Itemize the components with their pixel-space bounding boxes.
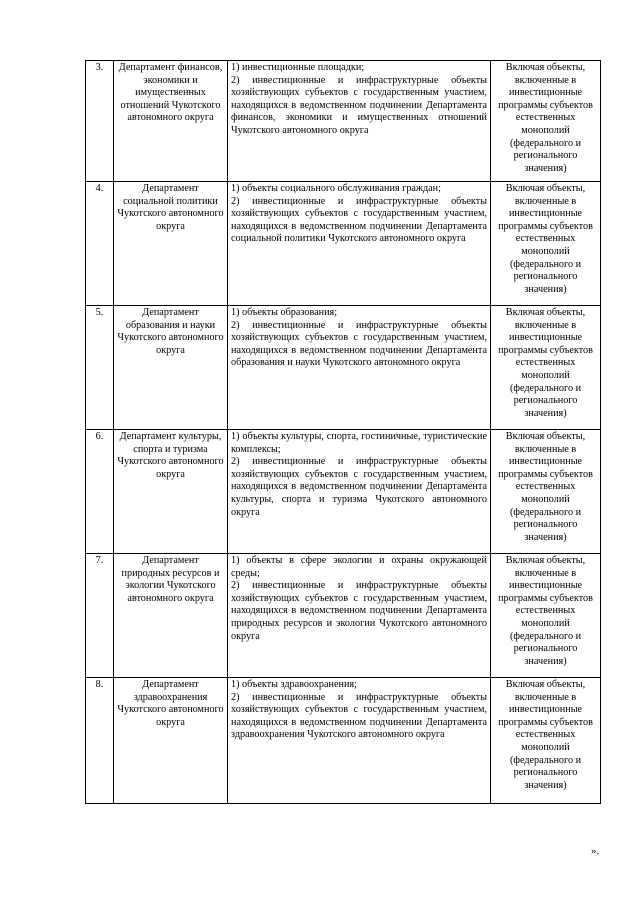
table-row [86,61,601,182]
objects-cell [228,182,491,306]
note-cell: Включая объекты, включенные в инвестиционные программы субъектов естественных монополий (федерального и регионального значения) [491,430,601,554]
note-cell: Включая объекты, включенные в инвестиционные программы субъектов естественных монополий (федерального и регионального значения) [491,61,601,182]
department-name: Департамент природных ресурсов и экологии Чукотского автономного округа [114,554,228,678]
row-number: 8. [86,678,114,804]
department-name: Департамент здравоохранения Чукотского автономного округа [114,678,228,804]
note-cell: Включая объекты, включенные в инвестиционные программы субъектов естественных монополий (федерального и регионального значения) [491,554,601,678]
objects-cell [228,554,491,678]
row-number: 6. [86,430,114,554]
object-item: 1) объекты образования; [231,307,338,318]
row-number: 3. [86,61,114,182]
note-cell: Включая объекты, включенные в инвестиционные программы субъектов естественных монополий (федерального и регионального значения) [491,678,601,804]
department-name: Департамент финансов, экономики и имущественных отношений Чукотского автономного округа [114,61,228,182]
objects-cell [228,678,491,804]
object-item: 2) инвестиционные и инфраструктурные объекты хозяйствующих субъектов с государственным участием, находящихся в ведомственном подчинении Департамента здравоохранения Чукотского автономного округа [231,691,487,741]
department-name: Департамент культуры, спорта и туризма Чукотского автономного округа [114,430,228,554]
object-item: 1) объекты здравоохранения; [231,679,357,690]
objects-cell [228,430,491,554]
row-number: 4. [86,182,114,306]
object-item: 2) инвестиционные и инфраструктурные объекты хозяйствующих субъектов с государственным участием, находящихся в ведомственном подчинении Департамента природных ресурсов и экологии Чукотского автономного округа [231,580,487,642]
table-row [86,554,601,678]
department-name: Департамент образования и науки Чукотского автономного округа [114,306,228,430]
departments-table [85,60,601,804]
objects-cell [228,306,491,430]
note-cell: Включая объекты, включенные в инвестиционные программы субъектов естественных монополий (федерального и регионального значения) [491,182,601,306]
object-item: 1) объекты социального обслуживания граждан; [231,183,441,194]
row-number: 5. [86,306,114,430]
table-row [86,430,601,554]
department-name: Департамент социальной политики Чукотского автономного округа [114,182,228,306]
note-cell: Включая объекты, включенные в инвестиционные программы субъектов естественных монополий (федерального и регионального значения) [491,306,601,430]
object-item: 2) инвестиционные и инфраструктурные объекты хозяйствующих субъектов с государственным участием, находящихся в ведомственном подчинении Департамента социальной политики Чукотского автономного округа [231,195,487,245]
object-item: 2) инвестиционные и инфраструктурные объекты хозяйствующих субъектов с государственным участием, находящихся в ведомственном подчинении Департамента образования и науки Чукотского автономного округа [231,319,487,369]
closing-quote: ». [591,845,600,857]
object-item: 2) инвестиционные и инфраструктурные объекты хозяйствующих субъектов с государственным участием, находящихся в ведомственном подчинении Департамента культуры, спорта и туризма Чукотского автономного округа [231,456,487,518]
object-item: 1) объекты в сфере экологии и охраны окружающей среды; [231,555,487,579]
objects-cell [228,61,491,182]
object-item: 1) объекты культуры, спорта, гостиничные, туристические комплексы; [231,431,487,455]
object-item: 1) инвестиционные площадки; [231,62,365,73]
object-item: 2) инвестиционные и инфраструктурные объекты хозяйствующих субъектов с государственным участием, находящихся в ведомственном подчинении Департамента финансов, экономики и имущественных отношений Чукотского автономного округа [231,74,487,136]
table-row [86,306,601,430]
table-row [86,182,601,306]
table-row [86,678,601,804]
row-number: 7. [86,554,114,678]
